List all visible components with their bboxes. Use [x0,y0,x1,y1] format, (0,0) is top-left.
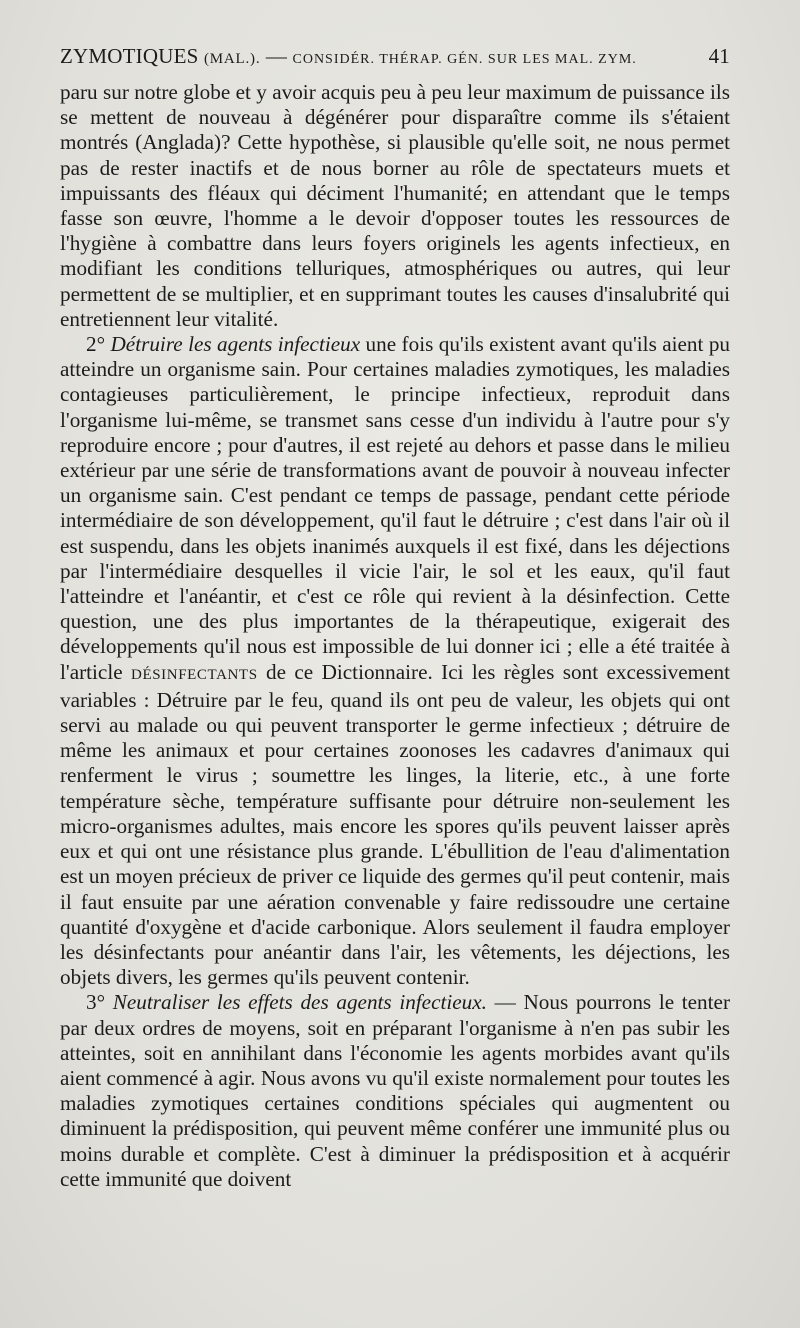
paragraph-1-text: paru sur notre globe et y avoir acquis peu à peu leur maximum de puissance ils se mettent de nouveau à dégénérer pour disparaître comme ils s'étaient montrés (Anglada)? Cette hypothèse, si plausible qu'elle soit, ne nous permet pas de rester inactifs et de nous borner au rôle de spectateurs muets et impuissants des fléaux qui déciment l'humanité; en attendant que le temps fasse son œuvre, l'homme a le devoir d'opposer toutes les ressources de l'hygiène à combattre dans leurs foyers originels les agents infectieux, en modifiant les conditions telluriques, atmosphériques ou autres, qui leur permettent de se multiplier, et en supprimant toutes les causes d'insalubrité qui entretiennent leur vitalité. [60,80,730,331]
running-header [60,44,730,74]
header-title-note: (MAL.). [203,51,261,67]
header-title: ZYMOTIQUES [60,44,199,68]
paragraph-3-text: — Nous pourrons le tenter par deux ordres de moyens, soit en préparant l'organisme à n'en pas subir les atteintes, soit en annihilant dans l'économie les agents morbides avant qu'ils aient commencé à agir. Nous avons vu qu'il existe normalement pour toutes les maladies zymotiques certaines conditions spéciales qui augmentent ou diminuent la prédisposition, qui peuvent même conférer une immunité plus ou moins durable et complète. C'est à diminuer la prédisposition et à acquérir cette immunité que doivent [60,990,730,1191]
header-running-head: CONSIDÉR. THÉRAP. GÉN. SUR LES MAL. ZYM. [292,52,637,67]
paragraph-2 [60,332,730,990]
paragraph-2-number: 2° [86,332,106,357]
header-dash: — [265,44,288,68]
paragraph-3-heading: Neutraliser les effets des agents infectieux. [112,990,487,1015]
paragraph-2-heading: Détruire les agents infectieux [110,332,361,357]
header-title-group [60,44,637,69]
paragraph-2-text-b: de ce Dictionnaire. Ici les règles sont excessivement variables : Détruire par le feu, quand ils ont peu de valeur, les objets qui ont servi au malade ou qui peuvent transporter le germe infectieux ; détruire de même les animaux et pour certaines zoonoses les cadavres d'animaux qui renferment le virus ; soumettre les linges, la literie, etc., à une forte température sèche, température suffisante pour détruire non-seulement les micro-organismes adultes, mais encore les spores qu'ils peuvent laisser après eux et qui ont une résistance plus grande. L'ébullition de l'eau d'alimentation est un moyen précieux de priver ce liquide des germes qu'il peut contenir, mais il faut ensuite par une aération convenable y faire redissoudre une certaine quantité d'oxygène et d'acide carbonique. Alors seulement il faudra employer les désinfectants pour anéantir dans l'air, les vêtements, les déjections, les objets divers, les germes qu'ils peuvent contenir. [60,659,731,990]
paragraph-1 [60,80,730,332]
cross-reference: DÉSINFECTANTS [131,666,258,683]
body-text [60,80,730,1192]
paragraph-3 [60,990,730,1192]
page-number: 41 [708,44,730,68]
paragraph-2-text-a: une fois qu'ils existent avant qu'ils aient pu atteindre un organisme sain. Pour certaines maladies zymotiques, les maladies contagieuses particulièrement, le principe infectieux, reproduit dans l'organisme lui-même, se transmet sans cesse d'un individu à l'autre pour s'y reproduire encore ; pour d'autres, il est rejeté au dehors et passe dans le milieu extérieur par une série de transformations avant de pouvoir à nouveau infecter un organisme sain. C'est pendant ce temps de passage, pendant cette période intermédiaire de son développement, qu'il faut le détruire ; c'est dans l'air où il est suspendu, dans les objets inanimés auxquels il est fixé, dans les déjections par l'intermédiaire desquelles il vicie l'air, le sol et les eaux, qu'il faut l'atteindre et l'anéantir, et c'est ce rôle qui revient à la désinfection. Cette question, une des plus importantes de la thérapeutique, exigerait des développements qu'il nous est impossible de lui donner ici ; elle a été traitée à l'article [60,332,731,684]
paragraph-3-number: 3° [86,990,106,1015]
